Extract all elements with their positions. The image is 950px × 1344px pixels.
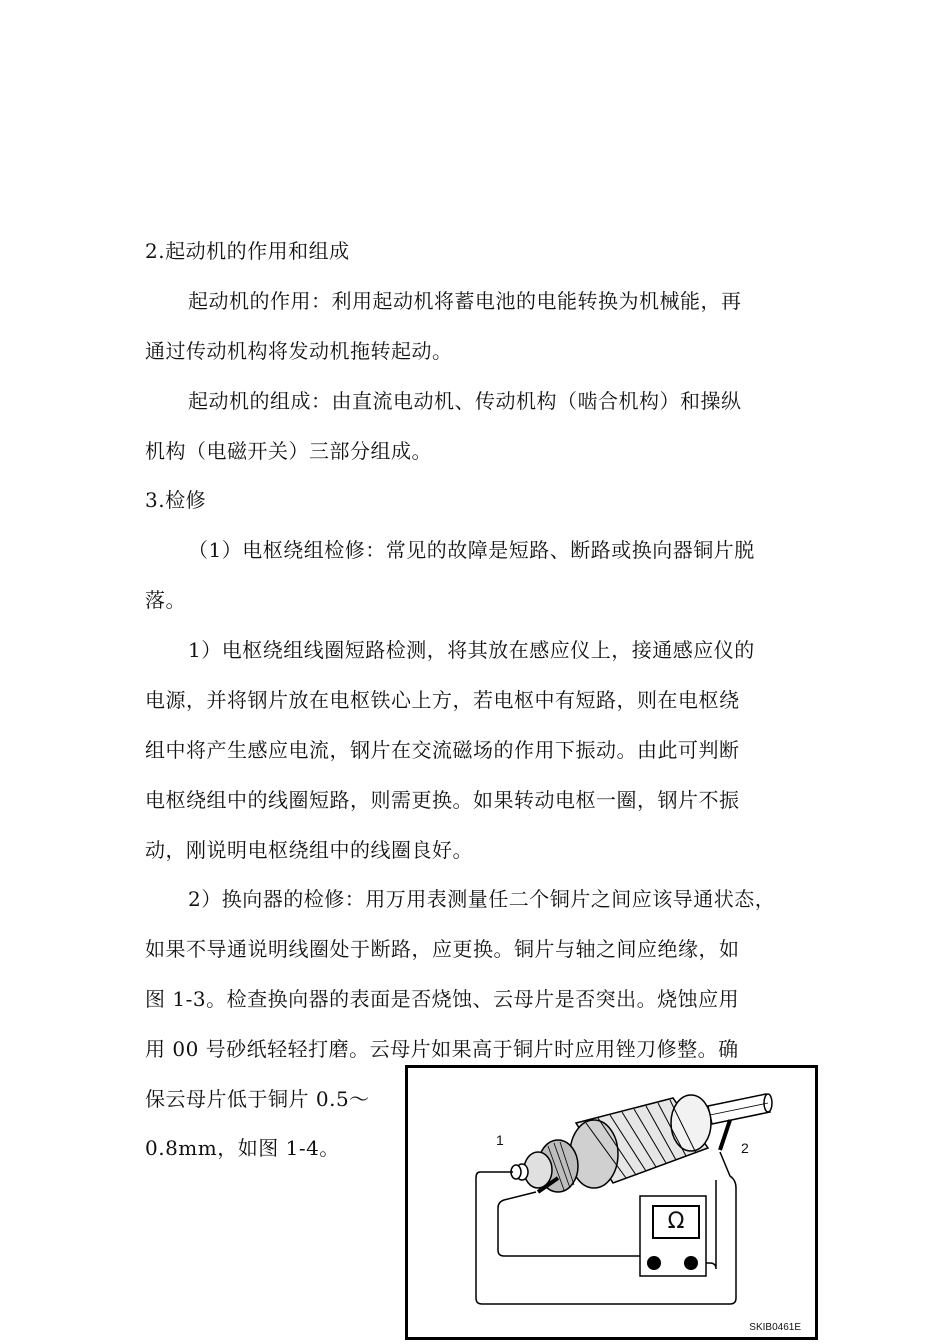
- composition-paragraph-line-2: 机构（电磁开关）三部分组成。: [145, 439, 432, 463]
- callout-label-2: 2: [741, 1140, 749, 1156]
- sub-1-line: 动，刚说明电枢绕组中的线圈良好。: [145, 838, 473, 862]
- sub-2-line: 用 00 号砂纸轻轻打磨。云母片如果高于铜片时应用锉刀修整。确: [145, 1037, 739, 1061]
- commutator: [511, 1140, 578, 1192]
- sub-2-line: 0.8mm，如图 1-4。: [145, 1136, 340, 1160]
- composition-paragraph-line-1: 起动机的组成：由直流电动机、传动机构（啮合机构）和操纵: [188, 389, 742, 413]
- meter-terminal: [684, 1256, 698, 1270]
- armature-drawing: [408, 1068, 815, 1337]
- figure-code: SKIB0461E: [749, 1322, 801, 1333]
- section-2-heading: 2.起动机的作用和组成: [145, 239, 350, 263]
- meter-terminal: [647, 1256, 661, 1270]
- sub-2-line: 保云母片低于铜片 0.5～: [145, 1087, 370, 1111]
- item-1-line-2: 落。: [145, 588, 186, 612]
- probe-2: [720, 1120, 730, 1150]
- function-paragraph-line-1: 起动机的作用：利用起动机将蓄电池的电能转换为机械能，再: [188, 289, 742, 313]
- sub-2-line: 图 1-3。检查换向器的表面是否烧蚀、云母片是否突出。烧蚀应用: [145, 987, 740, 1011]
- sub-1-line: 电源，并将钢片放在电枢铁心上方，若电枢中有短路，则在电枢绕: [145, 688, 740, 712]
- sub-1-line: 1）电枢绕组线圈短路检测，将其放在感应仪上，接通感应仪的: [188, 638, 755, 662]
- item-1-line-1: （1）电枢绕组检修：常见的故障是短路、断路或换向器铜片脱: [188, 538, 755, 562]
- callout-label-1: 1: [496, 1132, 504, 1148]
- sub-2-line: 如果不导通说明线圈处于断路，应更换。铜片与轴之间应绝缘，如: [145, 937, 740, 961]
- sub-1-line: 组中将产生感应电流，钢片在交流磁场的作用下振动。由此可判断: [145, 738, 740, 762]
- test-lead-2: [498, 1192, 652, 1256]
- sub-1-line: 电枢绕组中的线圈短路，则需更换。如果转动电枢一圈，钢片不振: [145, 788, 740, 812]
- function-paragraph-line-2: 通过传动机构将发动机拖转起动。: [145, 339, 453, 363]
- sub-2-line: 2）换向器的检修：用万用表测量任二个铜片之间应该导通状态，: [188, 887, 776, 911]
- section-3-heading: 3.检修: [145, 488, 207, 512]
- armature-insulation-test-figure: [405, 1065, 818, 1340]
- ohm-display: Ω: [652, 1205, 700, 1239]
- armature-core: [570, 1095, 711, 1188]
